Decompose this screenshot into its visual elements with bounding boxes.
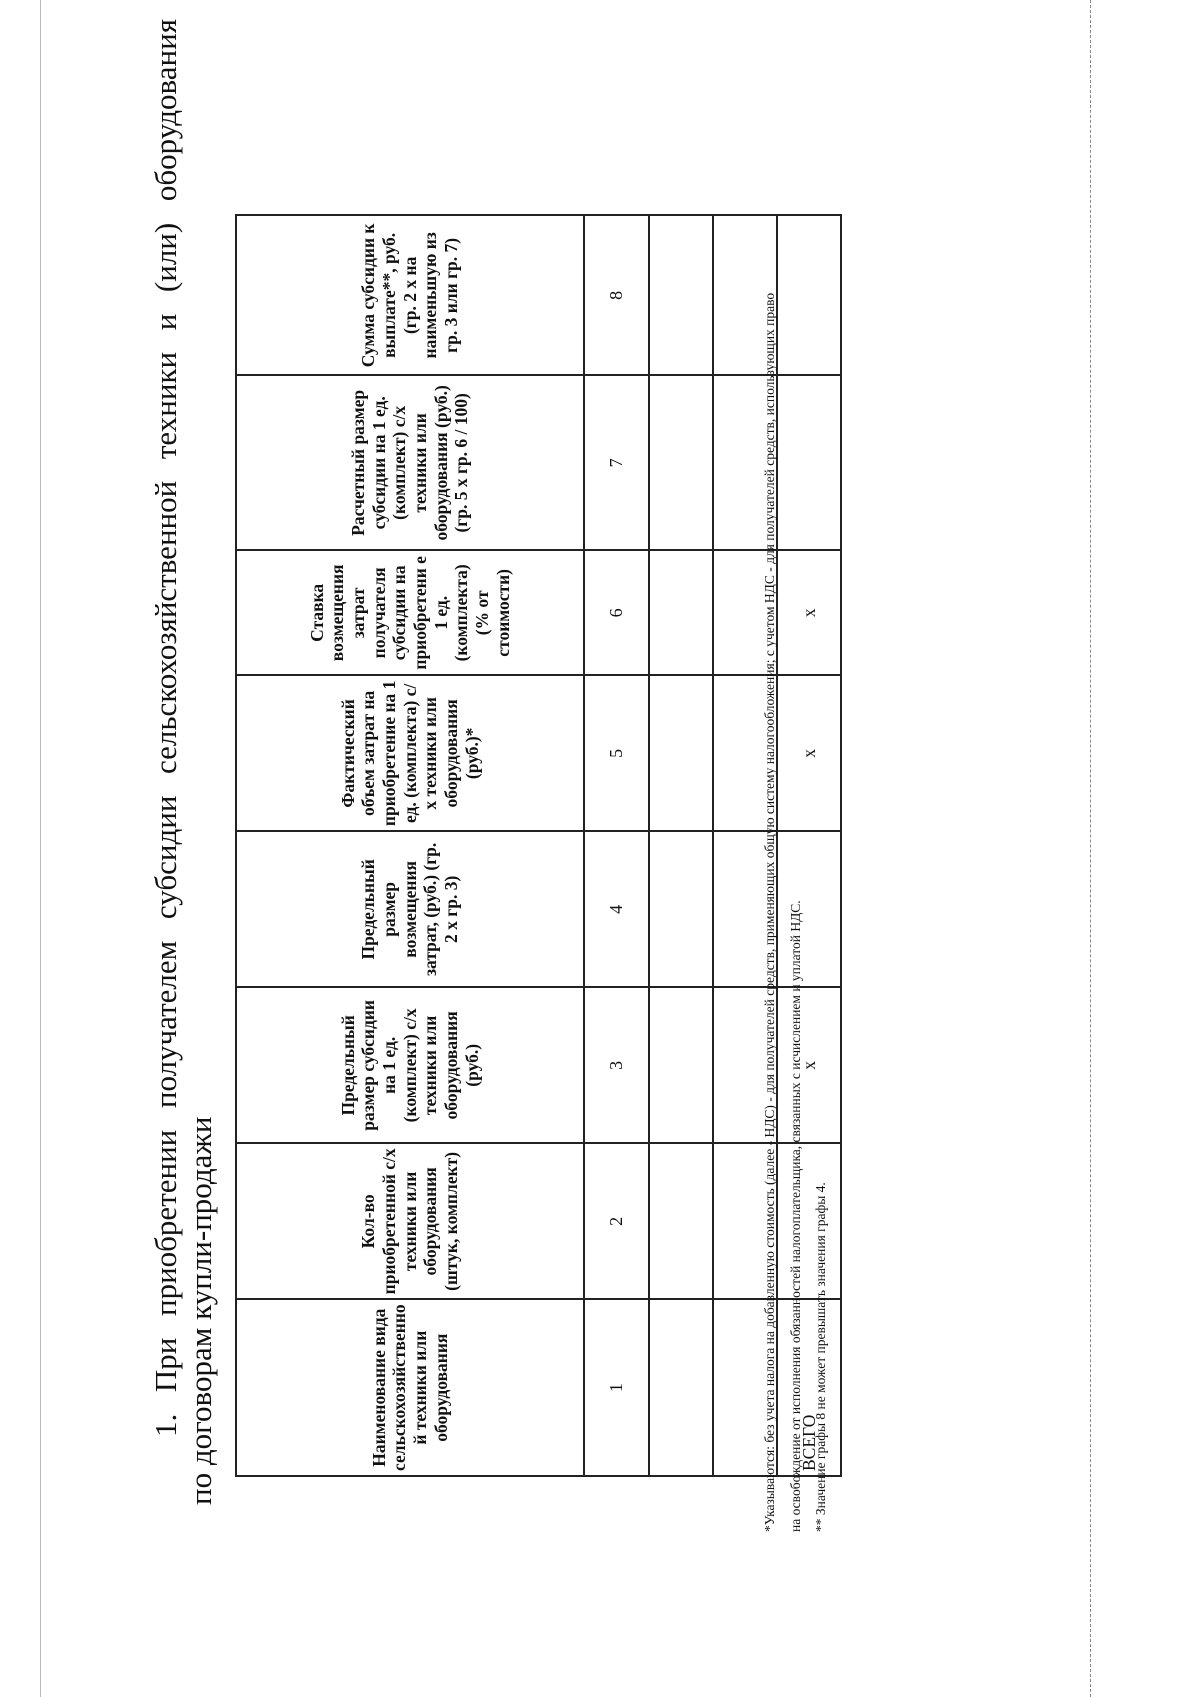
heading-word: сельскохозяйственной	[148, 480, 183, 774]
column-number-cell: 3	[584, 987, 649, 1143]
section-heading-line2: по договорам купли-продажи	[183, 1116, 218, 1505]
heading-word: оборудования	[148, 19, 183, 202]
column-number-cell: 1	[584, 1299, 649, 1476]
table-cell	[649, 1143, 713, 1299]
scan-edge-line	[1090, 0, 1091, 1697]
table-cell	[649, 215, 713, 375]
header-cell: Расчетный размер субсидии на 1 ед. (комплект) с/х техники или оборудования (руб.) (гр. 5 х гр. 6 / 100)	[236, 375, 584, 550]
table-cell: х	[777, 675, 841, 831]
header-cell: Фактический объем затрат на приобретение на 1 ед. (комплекта) с/х техники или оборудования (руб.)*	[236, 675, 584, 831]
footnotes	[757, 12, 834, 1532]
table-cell	[649, 675, 713, 831]
column-number-cell: 6	[584, 550, 649, 675]
subsidy-table	[235, 214, 842, 1477]
footnote-2: ** Значение графы 8 не может превышать значения графы 4.	[813, 1182, 829, 1532]
heading-word: и	[148, 313, 183, 331]
total-label-cell: ВСЕГО	[777, 1299, 841, 1476]
heading-word: техники	[148, 351, 183, 460]
column-number-row	[584, 215, 649, 1476]
heading-word: При	[148, 1337, 183, 1393]
column-number-cell: 5	[584, 675, 649, 831]
column-number-cell: 4	[584, 831, 649, 987]
table-header-row	[236, 215, 584, 1476]
table-cell: х	[777, 987, 841, 1143]
column-number-cell: 7	[584, 375, 649, 550]
table-cell	[649, 1299, 713, 1476]
table-cell	[649, 987, 713, 1143]
heading-word: (или)	[148, 222, 183, 293]
table-cell: х	[777, 550, 841, 675]
column-number-cell: 8	[584, 215, 649, 375]
heading-word: получателем	[148, 940, 183, 1109]
header-cell: Предельный размер субсидии на 1 ед. (комплект) с/х техники или оборудования (руб.)	[236, 987, 584, 1143]
section-heading	[148, 19, 184, 1437]
heading-word: субсидии	[148, 795, 183, 920]
header-cell: Кол-во приобретенной с/х техники или оборудования (штук, комплект)	[236, 1143, 584, 1299]
column-number-cell: 2	[584, 1143, 649, 1299]
table-row	[649, 215, 713, 1476]
page-edge-line	[40, 0, 41, 1697]
header-cell: Ставка возмещения затрат получателя субсидии на приобретени е 1 ед. (комплекта) (% от стоимости)	[236, 550, 584, 675]
table-cell	[649, 550, 713, 675]
heading-word: 1.	[148, 1413, 183, 1437]
footnote-1-line-2: на освобождение от исполнения обязанностей налогоплательщика, связанных с исчислением и уплатой НДС.	[787, 900, 803, 1532]
table-cell	[649, 375, 713, 550]
header-cell: Наименование вида сельскохозяйственно й техники или оборудования	[236, 1299, 584, 1476]
heading-word: приобретении	[148, 1129, 183, 1317]
table-cell	[649, 831, 713, 987]
header-cell: Предельный размер возмещения затрат, (руб.) (гр. 2 х гр. 3)	[236, 831, 584, 987]
header-cell: Сумма субсидии к выплате**, руб. (гр. 2 х на наименьшую из гр. 3 или гр. 7)	[236, 215, 584, 375]
footnote-1-line-1: *Указываются: без учета налога на добавленную стоимость (далее - НДС) - для получателей средств, применяющих общую систему налогообложения; с учетом НДС - для получателей средств, использующих право	[762, 292, 777, 1532]
